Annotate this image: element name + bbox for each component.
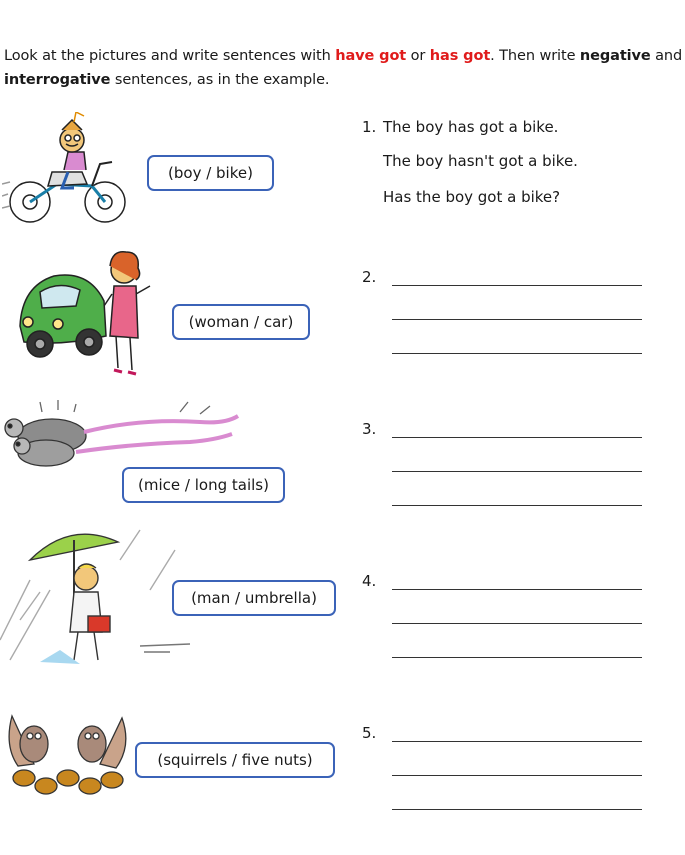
answer-line <box>392 775 642 776</box>
keyword-negative: negative <box>579 48 651 64</box>
keyword-has-got: has got <box>429 48 491 64</box>
answer-line <box>392 741 642 742</box>
item-number-2: 2. <box>362 268 377 286</box>
example-affirmative: The boy has got a bike. <box>383 118 559 136</box>
answer-line <box>392 353 642 354</box>
answer-line <box>392 809 642 810</box>
keyword-interrogative: interrogative <box>4 72 111 88</box>
boy-bike-illustration <box>2 112 142 227</box>
item-number-3: 3. <box>362 420 377 438</box>
woman-car-illustration <box>14 246 162 381</box>
prompt-box-woman-car: (woman / car) <box>172 304 310 340</box>
answer-line <box>392 589 642 590</box>
answer-line <box>392 285 642 286</box>
keyword-have-got: have got <box>335 48 407 64</box>
man-umbrella-illustration <box>0 520 195 670</box>
prompt-box-mice-tails: (mice / long tails) <box>122 467 285 503</box>
item-number-5: 5. <box>362 724 377 742</box>
mice-illustration <box>0 398 245 478</box>
instructions-text: Look at the pictures and write sentences with <box>4 48 336 64</box>
answer-line <box>392 623 642 624</box>
example-question: Has the boy got a bike? <box>383 188 561 206</box>
instructions-text: and <box>650 48 683 64</box>
answer-line <box>392 505 642 506</box>
prompt-box-boy-bike: (boy / bike) <box>147 155 274 191</box>
prompt-box-squirrels-nuts: (squirrels / five nuts) <box>135 742 335 778</box>
item-number-1: 1. <box>362 118 377 136</box>
instructions <box>4 44 684 92</box>
answer-line <box>392 657 642 658</box>
answer-line <box>392 471 642 472</box>
example-negative: The boy hasn't got a bike. <box>383 152 578 170</box>
instructions-text: or <box>406 48 430 64</box>
instructions-text: . Then write <box>490 48 580 64</box>
squirrels-nuts-illustration <box>4 706 132 798</box>
answer-line <box>392 437 642 438</box>
item-number-4: 4. <box>362 572 377 590</box>
answer-line <box>392 319 642 320</box>
prompt-box-man-umbrella: (man / umbrella) <box>172 580 336 616</box>
instructions-text: sentences, as in the example. <box>110 72 330 88</box>
